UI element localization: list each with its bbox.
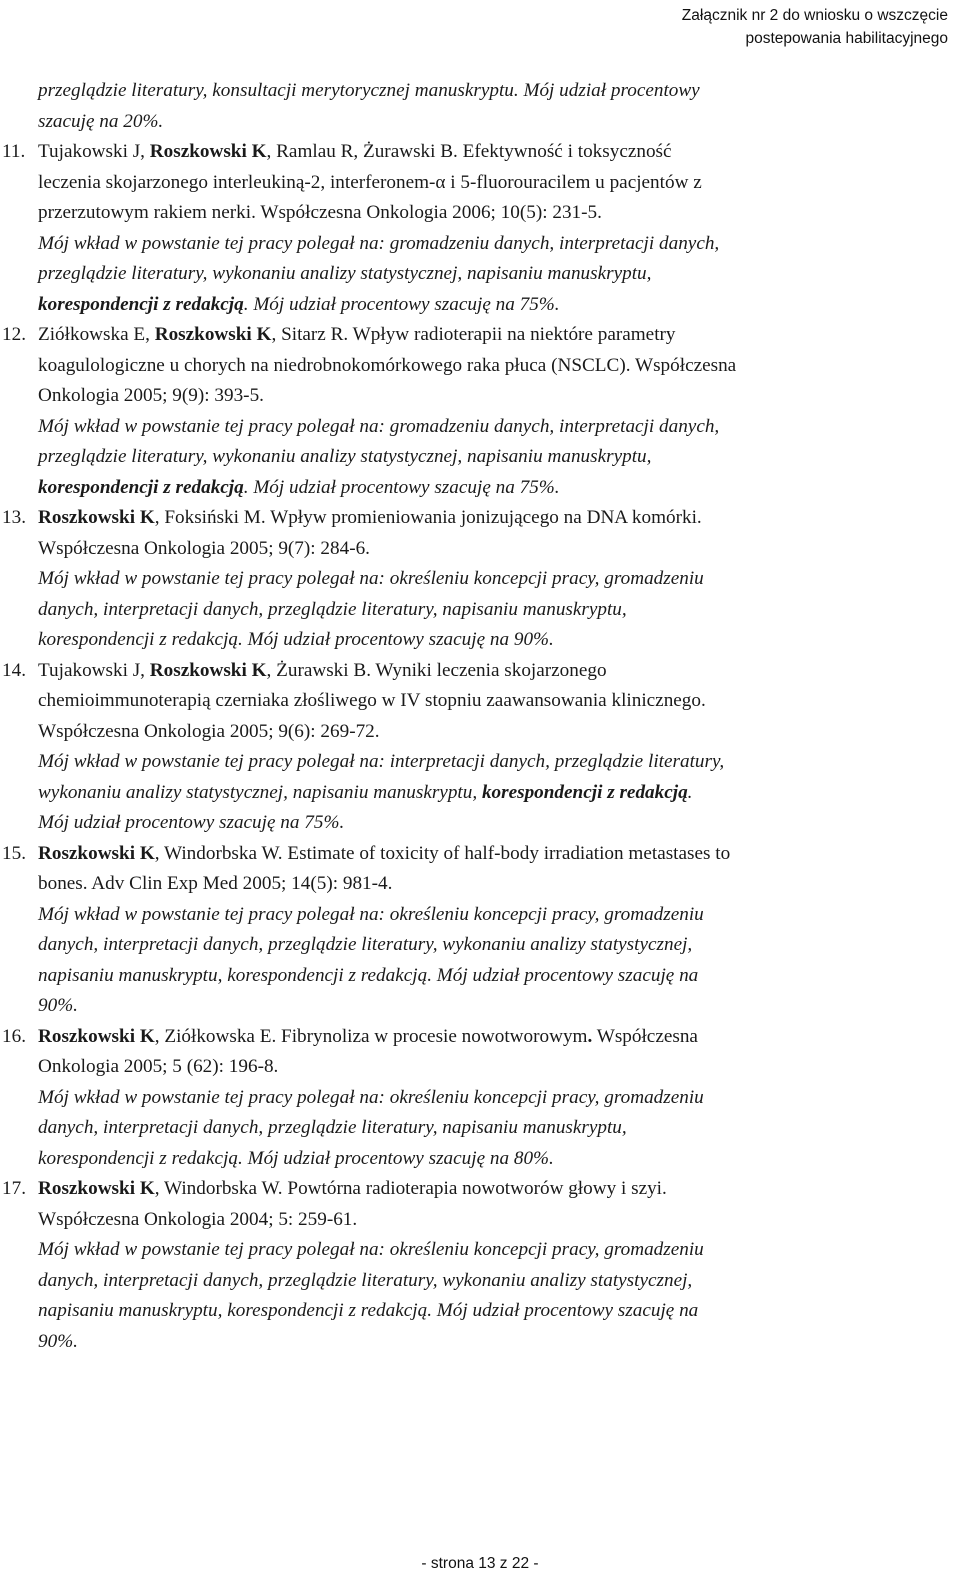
contribution-line bbox=[38, 290, 950, 321]
text-segment: Współczesna bbox=[592, 1025, 698, 1047]
citation-line bbox=[38, 869, 950, 900]
contribution-line bbox=[38, 808, 950, 839]
contribution-line bbox=[38, 900, 950, 931]
contribution-line bbox=[38, 747, 950, 778]
entry-number: 17. bbox=[2, 1178, 26, 1199]
contribution-line bbox=[38, 625, 950, 656]
citation-line bbox=[38, 320, 950, 351]
text-segment: koagulologiczne u chorych na niedrobnokomórkowego raka płuca (NSCLC). Współczesna bbox=[38, 354, 737, 376]
text-segment: leczenia skojarzonego interleukiną-2, interferonem-α i 5-fluorouracilem u pacjentów z bbox=[38, 171, 702, 193]
text-segment: Mój wkład w powstanie tej pracy polegał na: interpretacji danych, przeglądzie literatury, bbox=[38, 751, 725, 772]
bold-text: Roszkowski K bbox=[38, 1025, 155, 1047]
citation-line bbox=[38, 198, 950, 229]
contribution-line bbox=[38, 564, 950, 595]
text-segment: danych, interpretacji danych, przeglądzie literatury, napisaniu manuskryptu, bbox=[38, 1117, 627, 1138]
text-segment: Tujakowski J, bbox=[38, 659, 150, 681]
text-segment: , Ramlau R, Żurawski B. Efektywność i toksyczność bbox=[266, 141, 672, 162]
text-segment: napisaniu manuskryptu, korespondencji z redakcją. Mój udział procentowy szacuję na bbox=[38, 964, 699, 986]
text-segment: bones. Adv Clin Exp Med 2005; 14(5): 981-4. bbox=[38, 873, 393, 894]
text-segment: Mój wkład w powstanie tej pracy polegał na: określeniu koncepcji pracy, gromadzeniu bbox=[38, 903, 704, 925]
publication-entry bbox=[2, 656, 950, 839]
intro-line: przeglądzie literatury, konsultacji merytorycznej manuskryptu. Mój udział procentowy bbox=[38, 80, 700, 101]
contribution-line bbox=[38, 473, 950, 504]
entry-number: 11. bbox=[2, 141, 26, 162]
text-segment: Mój wkład w powstanie tej pracy polegał na: określeniu koncepcji pracy, gromadzeniu bbox=[38, 1239, 704, 1260]
header-line-2: postepowania habilitacyjnego bbox=[745, 30, 948, 47]
bold-text: Roszkowski K bbox=[149, 141, 267, 162]
bold-text: . bbox=[587, 1025, 593, 1047]
contribution-line bbox=[38, 1113, 950, 1144]
text-segment: Tujakowski J, bbox=[38, 141, 150, 162]
text-segment: danych, interpretacji danych, przeglądzie literatury, napisaniu manuskryptu, bbox=[38, 598, 627, 620]
text-segment: 90%. bbox=[38, 995, 78, 1016]
bold-text: korespondencji z redakcją bbox=[481, 781, 688, 803]
citation-line bbox=[38, 1174, 950, 1205]
contribution-line bbox=[38, 1083, 950, 1114]
contribution-line bbox=[38, 991, 950, 1022]
publication-entry bbox=[2, 1174, 950, 1357]
text-segment: danych, interpretacji danych, przeglądzie literatury, wykonaniu analizy statystycznej, bbox=[38, 934, 693, 955]
text-segment: Współczesna Onkologia 2005; 9(6): 269-72. bbox=[38, 720, 380, 742]
text-segment: chemioimmunoterapią czerniaka złośliwego w IV stopniu zaawansowania klinicznego. bbox=[38, 690, 706, 711]
bold-text: Roszkowski K bbox=[149, 659, 267, 681]
citation-line bbox=[38, 168, 950, 199]
text-segment: danych, interpretacji danych, przeglądzie literatury, wykonaniu analizy statystycznej, bbox=[38, 1269, 693, 1291]
citation-line bbox=[38, 1022, 950, 1053]
intro-line: szacuję na 20%. bbox=[38, 110, 164, 132]
text-segment: , Ziółkowska E. Fibrynoliza w procesie nowotworowym bbox=[154, 1025, 588, 1047]
text-segment: , Windorbska W. Estimate of toxicity of half-body irradiation metastases to bbox=[154, 842, 731, 864]
text-segment: Współczesna Onkologia 2005; 9(7): 284-6. bbox=[38, 537, 370, 559]
contribution-line bbox=[38, 930, 950, 961]
text-segment: Współczesna Onkologia 2004; 5: 259-61. bbox=[38, 1208, 358, 1230]
bold-text: Roszkowski K bbox=[38, 1178, 155, 1199]
contribution-line bbox=[38, 1235, 950, 1266]
text-segment: , Windorbska W. Powtórna radioterapia nowotworów głowy i szyi. bbox=[154, 1178, 667, 1199]
publication-entry bbox=[2, 503, 950, 656]
publication-list bbox=[2, 76, 950, 1357]
text-segment: Mój wkład w powstanie tej pracy polegał na: określeniu koncepcji pracy, gromadzeniu bbox=[38, 1086, 704, 1108]
contribution-line bbox=[38, 1296, 950, 1327]
citation-line bbox=[38, 503, 950, 534]
text-segment: przeglądzie literatury, wykonaniu analizy statystycznej, napisaniu manuskryptu, bbox=[38, 446, 652, 467]
text-segment: . Mój udział procentowy szacuję na 75%. bbox=[243, 476, 560, 498]
text-segment: wykonaniu analizy statystycznej, napisaniu manuskryptu, bbox=[38, 781, 482, 803]
page-footer: - strona 13 z 22 - bbox=[421, 1555, 539, 1572]
contribution-line bbox=[38, 259, 950, 290]
entry-number: 15. bbox=[2, 842, 26, 864]
entry-number: 16. bbox=[2, 1025, 26, 1047]
bold-text: Roszkowski K bbox=[38, 842, 155, 864]
text-segment: , Sitarz R. Wpływ radioterapii na niektóre parametry bbox=[271, 324, 676, 345]
citation-line bbox=[38, 534, 950, 565]
contribution-line bbox=[38, 442, 950, 473]
contribution-line bbox=[38, 595, 950, 626]
contribution-line bbox=[38, 229, 950, 260]
intro-paragraph bbox=[38, 76, 950, 137]
contribution-line bbox=[38, 778, 950, 809]
contribution-line bbox=[38, 412, 950, 443]
text-segment: Ziółkowska E, bbox=[38, 324, 155, 345]
text-segment: Mój wkład w powstanie tej pracy polegał na: gromadzeniu danych, interpretacji danych, bbox=[38, 232, 720, 254]
text-segment: , Żurawski B. Wyniki leczenia skojarzonego bbox=[266, 659, 607, 681]
citation-line bbox=[38, 1052, 950, 1083]
publication-entry bbox=[2, 137, 950, 320]
text-segment: przeglądzie literatury, wykonaniu analizy statystycznej, napisaniu manuskryptu, bbox=[38, 263, 652, 284]
entry-number: 14. bbox=[2, 659, 26, 681]
text-segment: 90%. bbox=[38, 1330, 78, 1352]
page-header bbox=[682, 4, 948, 50]
text-segment: Mój wkład w powstanie tej pracy polegał na: gromadzeniu danych, interpretacji danych, bbox=[38, 415, 720, 437]
text-segment: przerzutowym rakiem nerki. Współczesna Onkologia 2006; 10(5): 231-5. bbox=[38, 202, 602, 223]
entry-number: 13. bbox=[2, 507, 26, 528]
bold-text: korespondencji z redakcją bbox=[38, 293, 244, 315]
bold-text: Roszkowski K bbox=[38, 507, 155, 528]
bold-text: korespondencji z redakcją bbox=[38, 476, 244, 498]
entries-container bbox=[2, 137, 950, 1357]
contribution-line bbox=[38, 1266, 950, 1297]
text-segment: korespondencji z redakcją. Mój udział procentowy szacuję na 80%. bbox=[38, 1147, 554, 1169]
citation-line bbox=[38, 1205, 950, 1236]
header-line-1: Załącznik nr 2 do wniosku o wszczęcie bbox=[681, 7, 948, 24]
bold-text: Roszkowski K bbox=[154, 324, 272, 345]
text-segment: . bbox=[687, 781, 693, 803]
citation-line bbox=[38, 137, 950, 168]
citation-line bbox=[38, 717, 950, 748]
text-segment: napisaniu manuskryptu, korespondencji z redakcją. Mój udział procentowy szacuję na bbox=[38, 1300, 699, 1321]
contribution-line bbox=[38, 1144, 950, 1175]
publication-entry bbox=[2, 320, 950, 503]
text-segment: Onkologia 2005; 5 (62): 196-8. bbox=[38, 1056, 279, 1077]
citation-line bbox=[38, 686, 950, 717]
contribution-line bbox=[38, 1327, 950, 1358]
text-segment: Onkologia 2005; 9(9): 393-5. bbox=[38, 385, 264, 406]
text-segment: Mój wkład w powstanie tej pracy polegał na: określeniu koncepcji pracy, gromadzeniu bbox=[38, 568, 704, 589]
text-segment: , Foksiński M. Wpływ promieniowania jonizującego na DNA komórki. bbox=[154, 507, 702, 528]
entry-number: 12. bbox=[2, 324, 26, 345]
publication-entry bbox=[2, 1022, 950, 1175]
text-segment: . Mój udział procentowy szacuję na 75%. bbox=[243, 293, 560, 315]
publication-entry bbox=[2, 839, 950, 1022]
citation-line bbox=[38, 351, 950, 382]
citation-line bbox=[38, 381, 950, 412]
text-segment: korespondencji z redakcją. Mój udział procentowy szacuję na 90%. bbox=[38, 629, 554, 650]
citation-line bbox=[38, 839, 950, 870]
contribution-line bbox=[38, 961, 950, 992]
citation-line bbox=[38, 656, 950, 687]
text-segment: Mój udział procentowy szacuję na 75%. bbox=[38, 812, 345, 833]
